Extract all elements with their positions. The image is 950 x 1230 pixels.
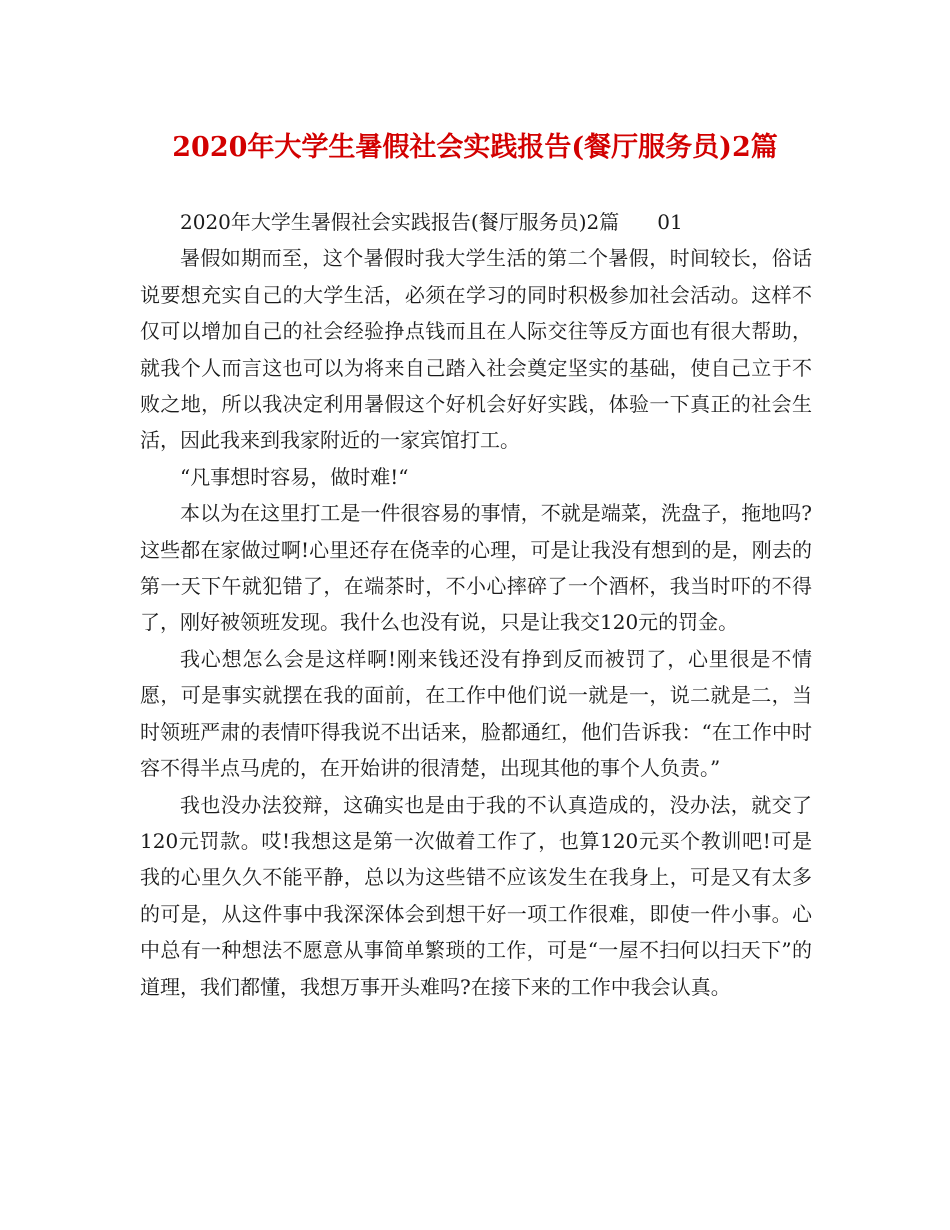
document-title: 2020年大学生暑假社会实践报告(餐厅服务员)2篇 [172,132,778,163]
paragraph-1: 暑假如期而至，这个暑假时我大学生活的第二个暑假，时间较长，俗话说要想充实自己的大学生活，必须在学习的同时积极参加社会活动。这样不仅可以增加自己的社会经验挣点钱而且在人际交往等反方面也有很大帮助，就我个人而言这也可以为将来自己踏入社会奠定坚实的基础，使自己立于不败之地，所以我决定利用暑假这个好机会好好实践，体验一下真正的社会生活，因此我来到我家附近的一家宾馆打工。 [140,246,812,453]
paragraph-4: 我心想怎么会是这样啊!刚来钱还没有挣到反而被罚了，心里很是不情愿，可是事实就摆在我的面前，在工作中他们说一就是一，说二就是二，当时领班严肃的表情吓得我说不出话来，脸都通红，他们告诉我：“在工作中时容不得半点马虎的，在开始讲的很清楚，出现其他的事个人负责。” [140,646,812,781]
document-subtitle [140,204,812,240]
document-body [140,204,812,1005]
paragraph-2: “凡事想时容易，做时难!“ [180,464,409,489]
subtitle-number: 01 [657,210,683,234]
subtitle-text: 2020年大学生暑假社会实践报告(餐厅服务员)2篇 [180,210,620,234]
paragraph-5: 我也没办法狡辩，这确实也是由于我的不认真造成的，没办法，就交了120元罚款。哎!我想这是第一次做着工作了，也算120元买个教训吧!可是我的心里久久不能平静，总以为这些错不应该发生在我身上，可是又有太多的可是，从这件事中我深深体会到想干好一项工作很难，即使一件小事。心中总有一种想法不愿意从事简单繁琐的工作，可是“一屋不扫何以扫天下”的道理，我们都懂，我想万事开头难吗?在接下来的工作中我会认真。 [140,792,812,999]
paragraph-3: 本以为在这里打工是一件很容易的事情，不就是端菜，洗盘子，拖地吗?这些都在家做过啊!心里还存在侥幸的心理，可是让我没有想到的是，刚去的第一天下午就犯错了，在端茶时，不小心摔碎了一个酒杯，我当时吓的不得了，刚好被领班发现。我什么也没有说，只是让我交120元的罚金。 [140,501,812,635]
